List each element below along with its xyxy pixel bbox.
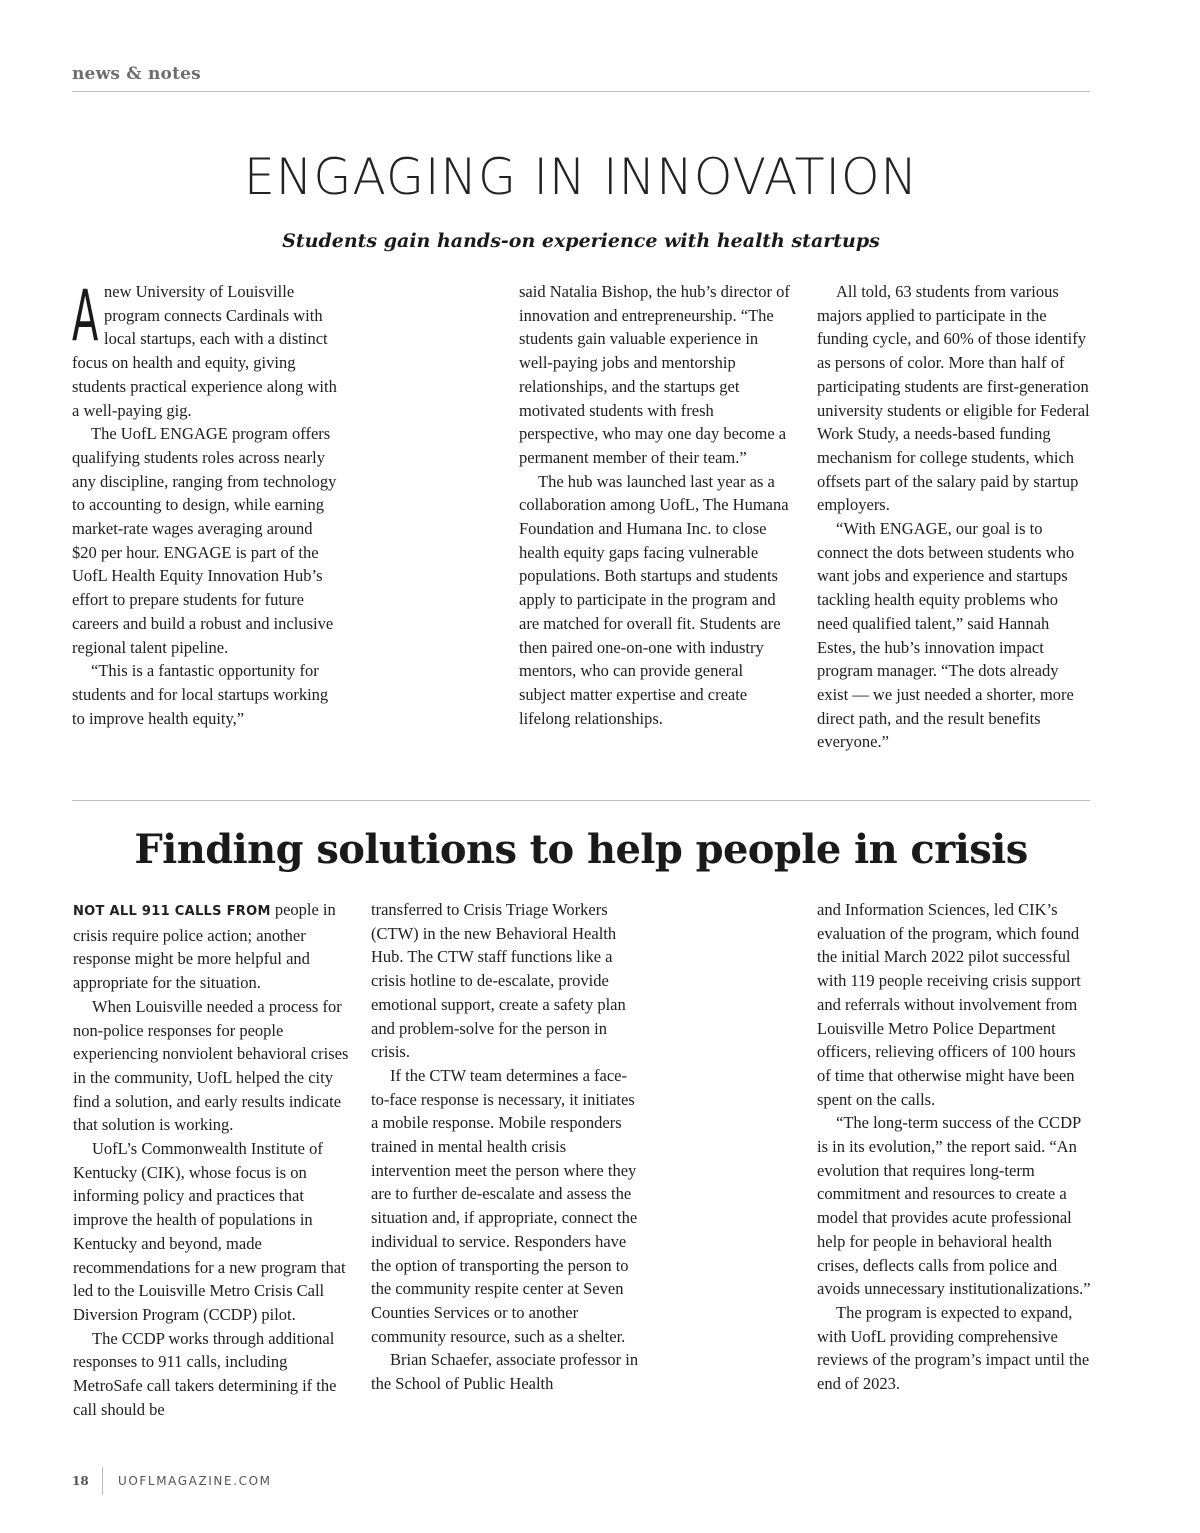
paragraph: When Louisville needed a process for non-police responses for people experiencing nonviolent behavioral crises in the community, UofL helped the city find a solution, and early results indicate that solution is working. — [73, 996, 349, 1135]
article1-column-1 — [72, 275, 340, 730]
article2-column-3 — [817, 898, 1092, 1396]
paragraph: transferred to Crisis Triage Workers (CTW) in the new Behavioral Health Hub. The CTW staff functions like a crisis hotline to de-escalate, provide emotional support, create a safety plan and problem-solve for the person in crisis. — [371, 900, 626, 1062]
paragraph: The hub was launched last year as a collaboration among UofL, The Humana Foundation and Humana Inc. to close health equity gaps facing vulnerable populations. Both startups and students apply to participate in the program and are matched for overall fit. Students are then paired one-on-one with industry mentors, who can provide general subject matter expertise and create lifelong relationships. — [519, 471, 789, 728]
article1-column-2 — [519, 280, 791, 730]
article2-column-2 — [371, 898, 645, 1396]
article-headline: ENGAGING IN INNOVATION — [243, 148, 919, 206]
article2-column-1 — [73, 898, 349, 1421]
paragraph: All told, 63 students from various majors applied to participate in the funding cycle, and 60% of those identify as persons of color. More than half of participating students are first-generation university students or eligible for Federal Work Study, a needs-based funding mechanism for college students, which offsets part of the salary paid by startup employers. — [817, 282, 1090, 515]
paragraph: and Information Sciences, led CIK’s evaluation of the program, which found the initial March 2022 pilot successful with 119 people receiving crisis support and referrals without involvement from Louisville Metro Police Department officers, relieving officers of 100 hours of time that otherwise might have been spent on the calls. — [817, 900, 1081, 1109]
paragraph: The program is expected to expand, with UofL providing comprehensive reviews of the program’s impact until the end of 2023. — [817, 1302, 1090, 1394]
page-number: 18 — [72, 1474, 89, 1488]
footer-divider — [102, 1467, 103, 1495]
section-label: news & notes — [72, 64, 201, 84]
paragraph: “The long-term success of the CCDP is in its evolution,” the report said. “An evolution that requires long-term commitment and resources to create a model that provides acute professional help for people in behavioral health crises, deflects calls from police and avoids unnecessary institutionalizations.” — [817, 1113, 1091, 1299]
paragraph: NOT ALL 911 CALLS FROM people in crisis require police action; another response might be more helpful and appropriate for the situation. — [73, 900, 336, 993]
article-subheadline: Students gain hands-on experience with health startups — [282, 230, 880, 252]
paragraph: Brian Schaefer, associate professor in the School of Public Health — [371, 1350, 639, 1394]
paragraph: “With ENGAGE, our goal is to connect the dots between students who want jobs and experience and startups tackling health equity problems who need qualified talent,” said Hannah Estes, the hub’s innovation impact program manager. “The dots already exist — we just needed a shorter, more direct path, and the result benefits everyone.” — [817, 519, 1075, 752]
paragraph: UofL’s Commonwealth Institute of Kentucky (CIK), whose focus is on informing policy and practices that improve the health of populations in Kentucky and beyond, made recommendations for a new program that led to the Louisville Metro Crisis Call Diversion Program (CCDP) pilot. — [73, 1139, 346, 1324]
paragraph: The CCDP works through additional responses to 911 calls, including MetroSafe call takers determining if the call should be — [73, 1328, 337, 1419]
article2-headline: Finding solutions to help people in crisis — [134, 826, 1028, 873]
article1-column-3 — [817, 280, 1092, 754]
paragraph: If the CTW team determines a face-to-face response is necessary, it initiates a mobile response. Mobile responders trained in mental health crisis intervention meet the person where they are to further de-escalate and assess the situation and, if appropriate, connect the individual to service. Responders have the option of transporting the person to the community respite center at Seven Counties Services or to another community resource, such as a shelter. — [371, 1065, 638, 1346]
lead-in: NOT ALL 911 CALLS FROM — [73, 904, 271, 919]
header-divider — [72, 91, 1090, 92]
website-link[interactable]: UOFLMAGAZINE.COM — [118, 1474, 272, 1488]
paragraph: Anew University of Louisville program connects Cardinals with local startups, each with a distinct focus on health and equity, giving students practical experience along with a well-paying gig. — [72, 275, 337, 420]
section-divider — [72, 800, 1090, 801]
paragraph: “This is a fantastic opportunity for students and for local startups working to improve health equity,” — [72, 661, 329, 728]
drop-cap: A — [72, 275, 99, 357]
paragraph: The UofL ENGAGE program offers qualifying students roles across nearly any discipline, ranging from technology to accounting to design, while earning market-rate wages averaging around $20 per hour. ENGAGE is part of the UofL Health Equity Innovation Hub’s effort to prepare students for future careers and build a robust and inclusive regional talent pipeline. — [72, 424, 337, 657]
paragraph: said Natalia Bishop, the hub’s director of innovation and entrepreneurship. “The students gain valuable experience in well-paying jobs and mentorship relationships, and the startups get motivated students with fresh perspective, who may one day become a permanent member of their team.” — [519, 282, 790, 467]
